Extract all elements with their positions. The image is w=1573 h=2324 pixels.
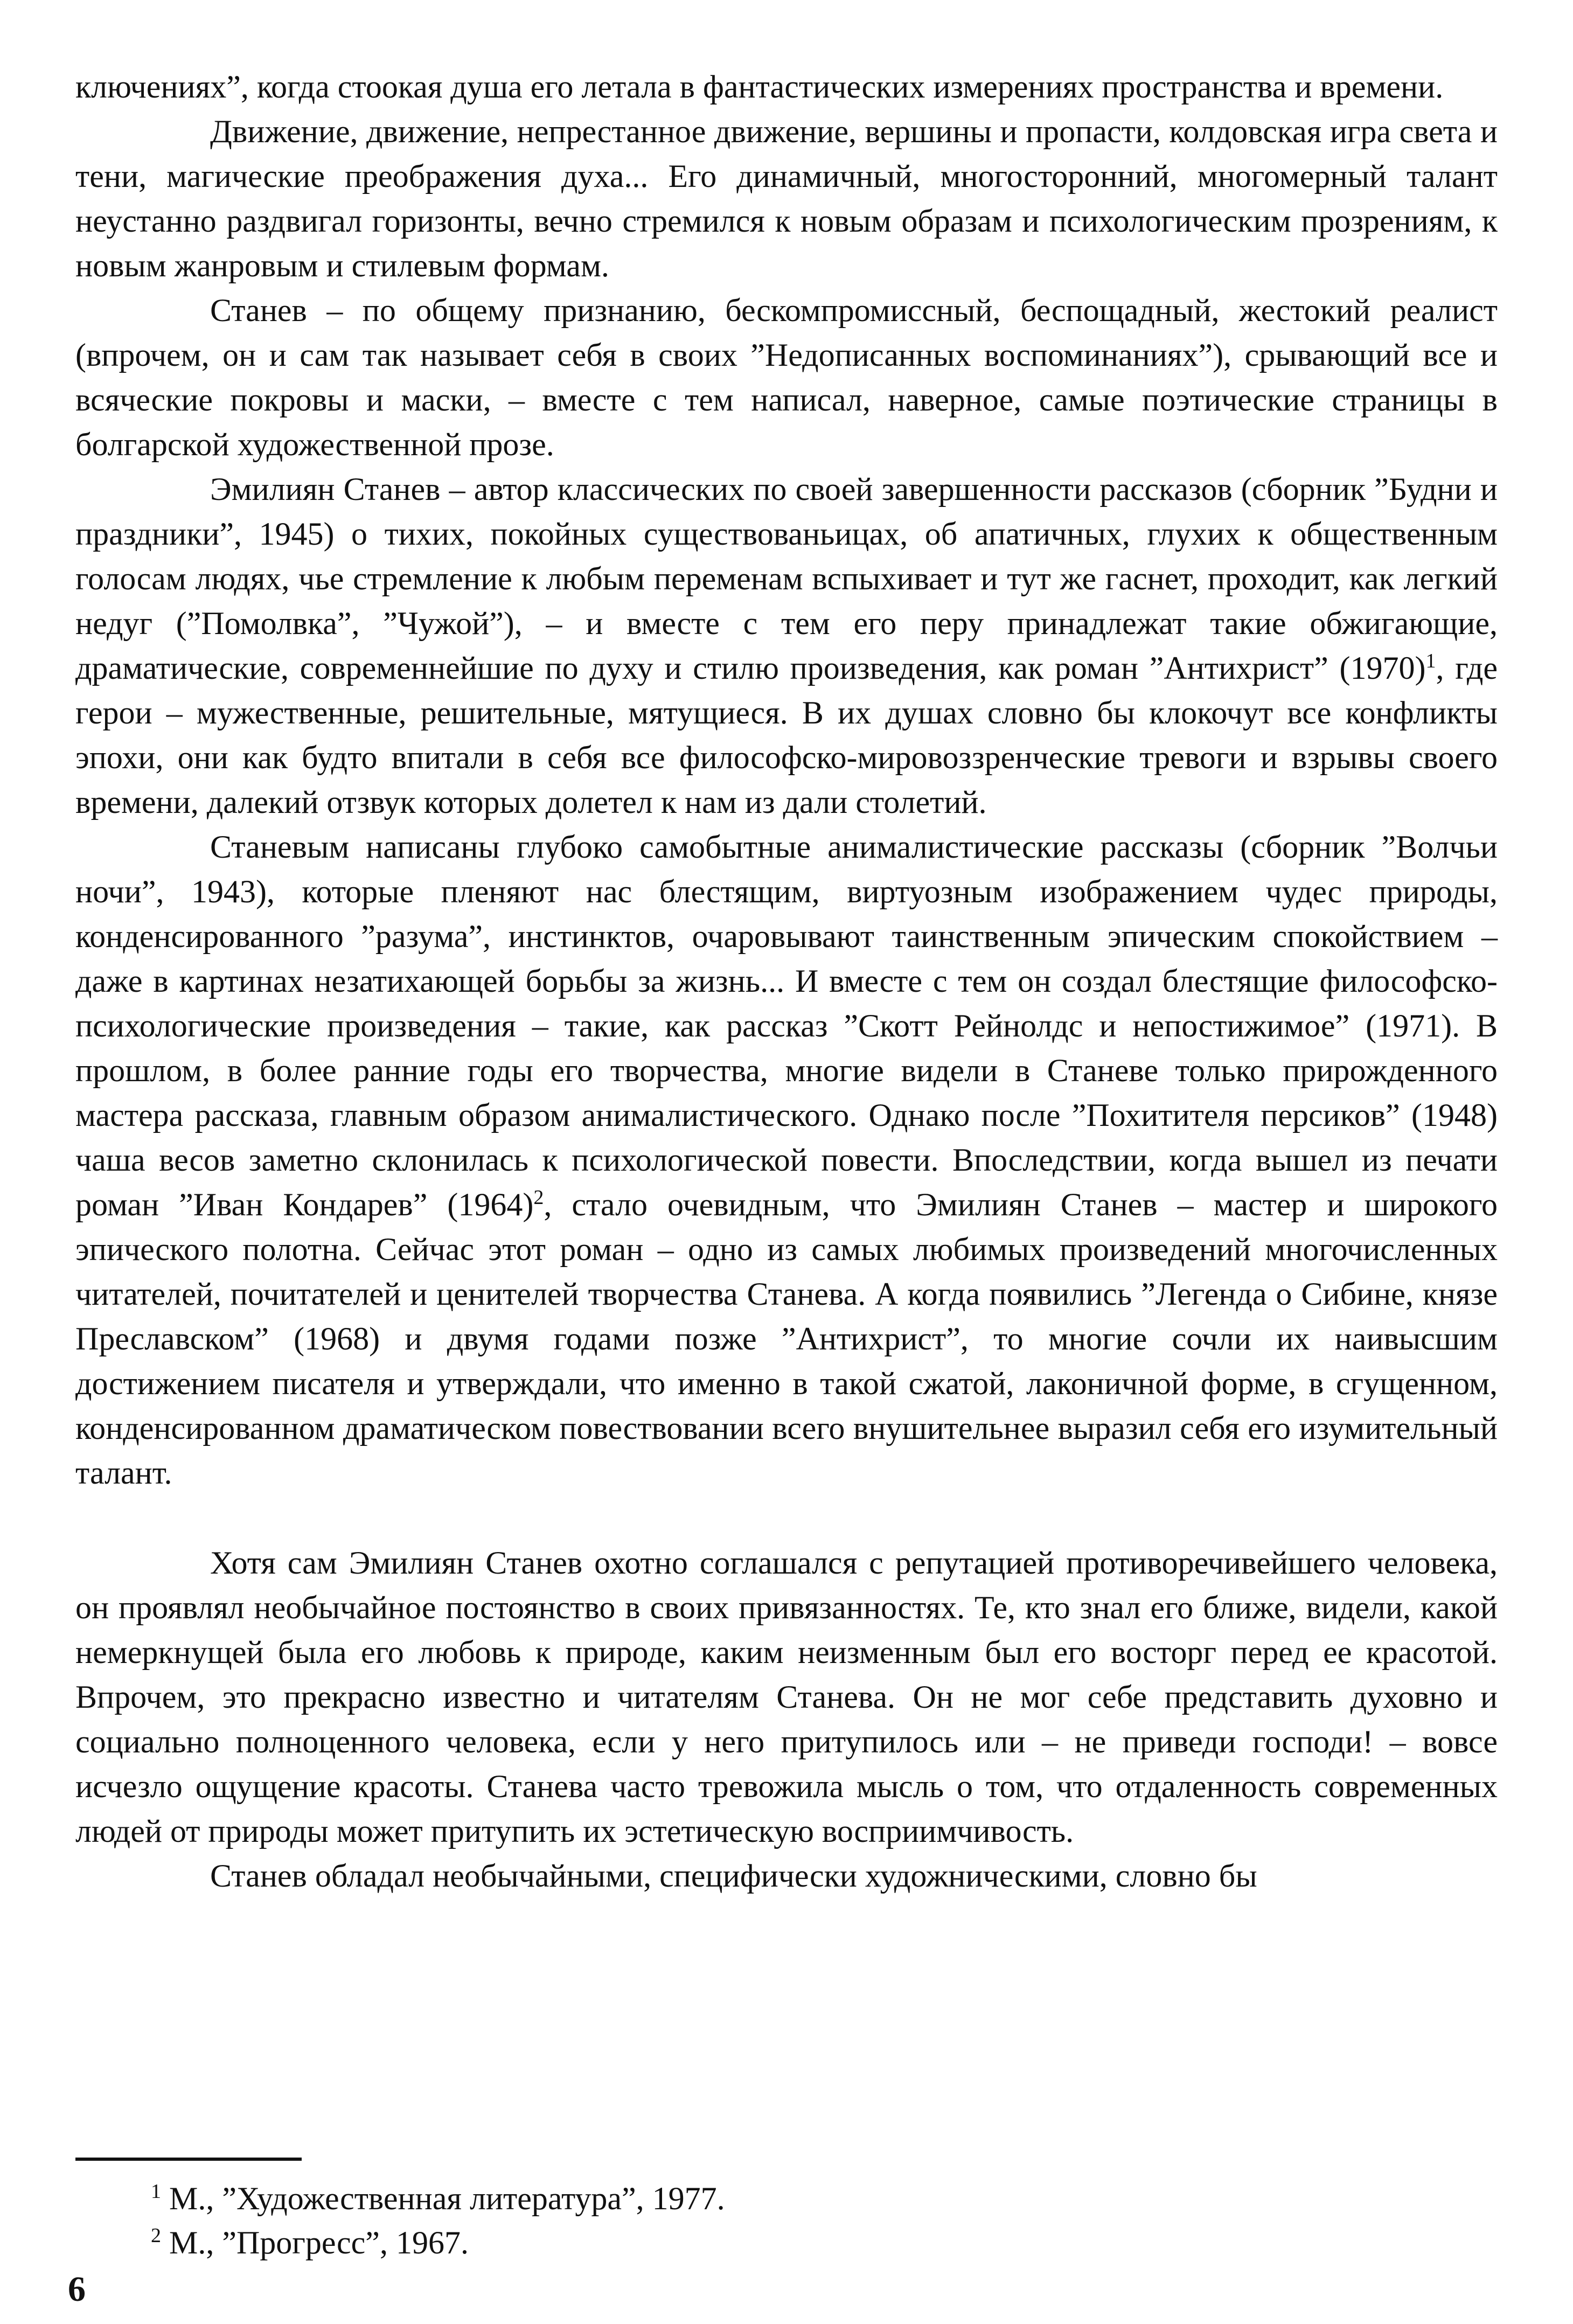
footnote-mark: 1 [151,2180,161,2203]
footnote-ref-2[interactable]: 2 [533,1186,544,1209]
footnote-2 [151,2221,1444,2265]
footnote-1 [151,2176,1444,2221]
paragraph-continuation [75,65,1498,109]
page-number: 6 [68,2270,86,2309]
paragraph-constancy [75,1541,1498,1854]
footnote-ref-1[interactable]: 1 [1425,650,1436,672]
paragraph-classic-stories [75,467,1498,825]
paragraph-text: ключениях”, когда стоокая душа его летала в фантастических измерениях пространства и времени. [75,69,1444,105]
paragraph-animalistic [75,825,1498,1495]
footnotes [151,2176,1444,2265]
paragraph-text: Хотя сам Эмилиян Станев охотно соглашался с репутацией противоречивейшего человека, он проявлял необычайное постоянство в своих привязанностях. Те, кто знал его ближе, видели, какой немеркнущей была его любовь к природе, каким неизменным был его восторг перед ее красотой. Впрочем, это прекрасно известно и читателям Станева. Он не мог себе представить духовно и социально полноценного человека, если у него притупилось или – не приведи господи! – вовсе исчезло ощущение красоты. Станева часто тревожила мысль о том, что отдаленность современных людей от природы может притупить их эстетическую восприимчивость. [75,1545,1498,1849]
paragraph-last-line [75,1854,1498,1898]
paragraph-text: , где герои – мужественные, решительные, мятущиеся. В их душах словно бы клокочут все конфликты эпохи, они как будто впитали в себя все философско-мировоззренческие тревоги и взрывы своего времени, далекий отзвук которых долетел к нам из дали столетий. [75,650,1498,820]
footnote-text: М., ”Художественная литература”, 1977. [161,2181,725,2216]
paragraph-text: , стало очевидным, что Эмилиян Станев – мастер и широкого эпического полотна. Сейчас этот роман – одно из самых любимых произведений многочисленных читателей, почитателей и ценителей творчества Станева. А когда появились ”Легенда о Сибине, князе Преславском” (1968) и двумя годами позже ”Антихрист”, то многие сочли их наивысшим достижением писателя и утверждали, что именно в такой сжатой, лаконичной форме, в сгущенном, конденсированном драматическом повествовании всего внушительнее выразил себя его изумительный талант. [75,1187,1498,1491]
paragraph-realist [75,288,1498,467]
paragraph-text: Станев – по общему признанию, бескомпромиссный, беспощадный, жестокий реалист (впрочем, он и сам так называет себя в своих ”Недописанных воспоминаниях”), срывающий все и всяческие покровы и маски, – вместе с тем написал, наверное, самые поэтические страницы в болгарской художественной прозе. [75,293,1498,462]
footnote-text: М., ”Прогресс”, 1967. [161,2225,469,2260]
body-text [75,65,1498,1898]
footnote-mark: 2 [151,2224,161,2247]
paragraph-text: Станев обладал необычайными, специфически художническими, словно бы [210,1858,1257,1894]
paragraph-movement [75,109,1498,288]
section-gap [75,1495,1498,1541]
paragraph-text: Эмилиян Станев – автор классических по своей завершенности рассказов (сборник ”Будни и праздники”, 1945) о тихих, покойных существованьицах, об апатичных, глухих к общественным голосам людях, чье стремление к любым переменам вспыхивает и тут же гаснет, проходит, как легкий недуг (”Помолвка”, ”Чужой”), – и вместе с тем его перу принадлежат такие обжигающие, драматические, современнейшие по духу и стилю произведения, как роман ”Антихрист” (1970) [75,471,1498,686]
paragraph-text: Движение, движение, непрестанное движение, вершины и пропасти, колдовская игра света и тени, магические преображения духа... Его динамичный, многосторонний, многомерный талант неустанно раздвигал горизонты, вечно стремился к новым образам и психологическим прозрениям, к новым жанровым и стилевым формам. [75,114,1498,283]
paragraph-text: Станевым написаны глубоко самобытные анималистические рассказы (сборник ”Волчьи ночи”, 1943), которые пленяют нас блестящим, виртуозным изображением чудес природы, конденсированного ”разума”, инстинктов, очаровывают таинственным эпическим спокойствием – даже в картинах незатихающей борьбы за жизнь... И вместе с тем он создал блестящие философско-психологические произведения – такие, как рассказ ”Скотт Рейнолдс и непостижимое” (1971). В прошлом, в более ранние годы его творчества, многие видели в Станеве только прирожденного мастера рассказа, главным образом анималистического. Однако после ”Похитителя персиков” (1948) чаша весов заметно склонилась к психологической повести. Впоследствии, когда вышел из печати роман ”Иван Кондарев” (1964) [75,829,1498,1222]
footnote-divider [75,2158,302,2161]
